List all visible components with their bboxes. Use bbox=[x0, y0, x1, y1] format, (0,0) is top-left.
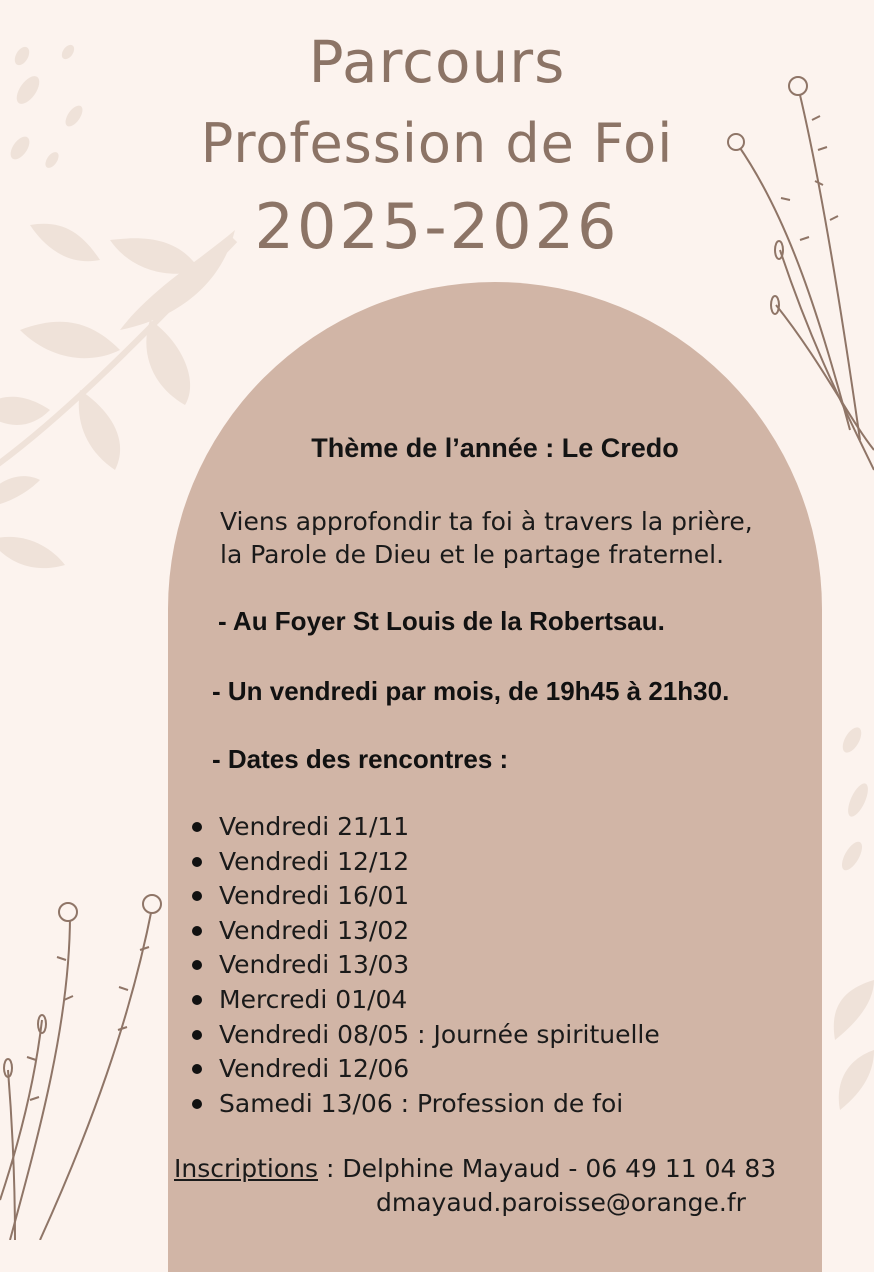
schedule-line: - Un vendredi par mois, de 19h45 à 21h30. bbox=[212, 676, 730, 706]
registration-label: Inscriptions bbox=[174, 1154, 318, 1183]
bullet-icon bbox=[192, 926, 202, 936]
list-item: Samedi 13/06 : Profession de foi bbox=[190, 1087, 660, 1122]
intro-line-2: la Parole de Dieu et le partage fraternel. bbox=[220, 540, 725, 569]
intro-text bbox=[220, 505, 753, 571]
title-line-1: Parcours bbox=[308, 28, 566, 96]
location-line: - Au Foyer St Louis de la Robertsau. bbox=[218, 606, 665, 636]
list-item: Vendredi 13/03 bbox=[190, 948, 660, 983]
bullet-icon bbox=[192, 1030, 202, 1040]
bullet-icon bbox=[192, 822, 202, 832]
year-theme: Thème de l’année : Le Credo bbox=[311, 433, 679, 463]
list-item: Vendredi 16/01 bbox=[190, 879, 660, 914]
contact-email: dmayaud.paroisse@orange.fr bbox=[376, 1188, 746, 1217]
title-line-2: Profession de Foi bbox=[200, 112, 674, 175]
registration-details: Delphine Mayaud - 06 49 11 04 83 bbox=[342, 1154, 777, 1183]
list-item: Mercredi 01/04 bbox=[190, 983, 660, 1018]
dates-heading: - Dates des rencontres : bbox=[212, 744, 509, 774]
bullet-icon bbox=[192, 1064, 202, 1074]
list-item: Vendredi 12/06 bbox=[190, 1052, 660, 1087]
bullet-icon bbox=[192, 891, 202, 901]
intro-line-1: Viens approfondir ta foi à travers la prière, bbox=[220, 507, 753, 536]
title-year: 2025-2026 bbox=[254, 190, 620, 263]
list-item: Vendredi 08/05 : Journée spirituelle bbox=[190, 1018, 660, 1053]
content-arch bbox=[168, 282, 822, 1272]
bullet-icon bbox=[192, 857, 202, 867]
registration-line bbox=[174, 1154, 776, 1183]
bullet-icon bbox=[192, 1099, 202, 1109]
bullet-icon bbox=[192, 995, 202, 1005]
list-item: Vendredi 21/11 bbox=[190, 810, 660, 845]
registration-separator: : bbox=[318, 1154, 343, 1183]
dates-list bbox=[190, 810, 660, 1121]
list-item: Vendredi 13/02 bbox=[190, 914, 660, 949]
list-item: Vendredi 12/12 bbox=[190, 845, 660, 880]
bullet-icon bbox=[192, 960, 202, 970]
